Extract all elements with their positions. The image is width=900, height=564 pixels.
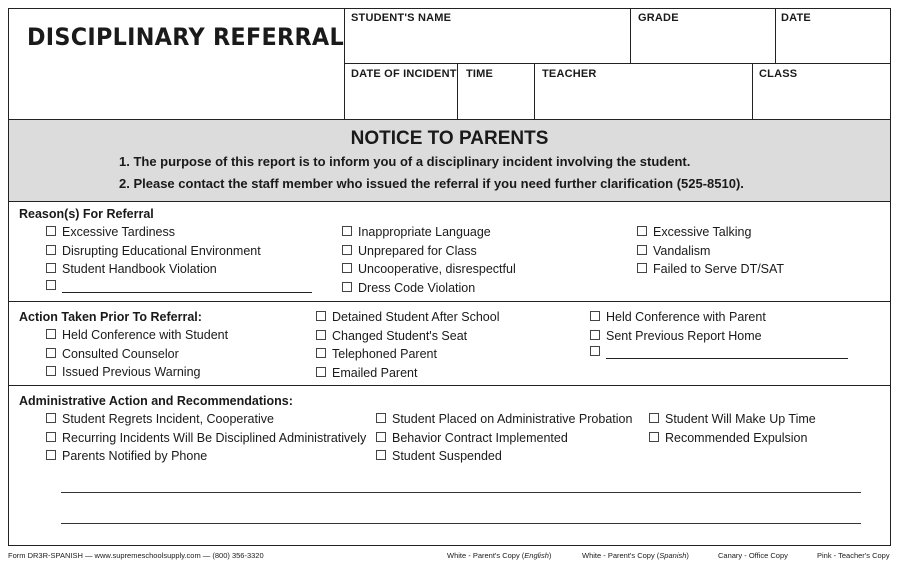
checkbox-icon[interactable] [376,432,386,442]
action-checkbox[interactable]: Held Conference with Student [46,328,228,342]
checkbox-icon[interactable] [649,432,659,442]
action-checkbox[interactable]: Emailed Parent [316,366,417,380]
admin-checkbox[interactable]: Recommended Expulsion [649,431,807,445]
comment-line[interactable] [61,523,861,524]
reason-checkbox[interactable]: Disrupting Educational Environment [46,244,261,258]
divider [344,9,345,119]
checkbox-icon[interactable] [46,329,56,339]
student-name-field[interactable]: STUDENT'S NAME [351,12,452,24]
checkbox-icon[interactable] [649,413,659,423]
checkbox-icon[interactable] [316,311,326,321]
reason-checkbox[interactable]: Inappropriate Language [342,225,491,239]
checkbox-icon[interactable] [316,348,326,358]
checkbox-icon[interactable] [46,366,56,376]
time-field[interactable]: TIME [466,68,494,80]
divider [344,63,890,64]
action-checkbox[interactable]: Sent Previous Report Home [590,329,762,343]
divider [9,301,890,302]
admin-checkbox[interactable]: Student Regrets Incident, Cooperative [46,412,274,426]
reason-checkbox[interactable]: Uncooperative, disrespectful [342,262,516,276]
admin-title: Administrative Action and Recommendations: [19,394,293,408]
admin-checkbox[interactable]: Recurring Incidents Will Be Disciplined Administratively [46,431,366,445]
reason-checkbox[interactable]: Dress Code Violation [342,281,475,295]
other-action-blank[interactable] [606,346,848,359]
admin-checkbox[interactable]: Student Suspended [376,449,502,463]
divider [9,385,890,386]
copy-label-spanish: White - Parent's Copy (Spanish) [582,551,689,560]
divider [630,9,631,64]
notice-title: NOTICE TO PARENTS [350,128,549,149]
other-reason-blank[interactable] [62,280,312,293]
reason-checkbox[interactable]: Student Handbook Violation [46,262,217,276]
class-field[interactable]: CLASS [759,68,798,80]
actions-title: Action Taken Prior To Referral: [19,310,202,324]
date-field[interactable]: DATE [781,12,811,24]
admin-checkbox[interactable]: Student Will Make Up Time [649,412,816,426]
checkbox-icon[interactable] [316,367,326,377]
action-checkbox[interactable]: Detained Student After School [316,310,499,324]
divider [752,64,753,119]
teacher-field[interactable]: TEACHER [542,68,597,80]
grade-field[interactable]: GRADE [638,12,679,24]
action-checkbox[interactable]: Held Conference with Parent [590,310,766,324]
divider [775,9,776,64]
form-info: Form DR3R-SPANISH — www.supremeschoolsupply.com — (800) 356-3320 [8,551,264,560]
checkbox-icon[interactable] [46,432,56,442]
checkbox-icon[interactable] [342,282,352,292]
checkbox-icon[interactable] [46,245,56,255]
checkbox-icon[interactable] [590,330,600,340]
date-of-incident-field[interactable]: DATE OF INCIDENT [351,68,457,80]
checkbox-icon[interactable] [376,413,386,423]
admin-checkbox[interactable]: Parents Notified by Phone [46,449,207,463]
checkbox-icon[interactable] [590,346,600,356]
referral-form [8,8,891,546]
checkbox-icon[interactable] [46,263,56,273]
admin-checkbox[interactable]: Student Placed on Administrative Probation [376,412,632,426]
divider [534,64,535,119]
checkbox-icon[interactable] [342,245,352,255]
checkbox-icon[interactable] [46,450,56,460]
notice-to-parents [9,119,890,202]
action-checkbox[interactable]: Issued Previous Warning [46,365,201,379]
copy-label-teacher: Pink - Teacher's Copy [817,551,890,560]
checkbox-icon[interactable] [637,226,647,236]
reason-checkbox[interactable]: Unprepared for Class [342,244,477,258]
checkbox-icon[interactable] [342,263,352,273]
notice-line-2: 2. Please contact the staff member who issued the referral if you need further clarification (525-8510). [119,176,744,191]
checkbox-icon[interactable] [342,226,352,236]
checkbox-icon[interactable] [590,311,600,321]
reason-checkbox[interactable]: Vandalism [637,244,710,258]
reason-checkbox[interactable]: Excessive Tardiness [46,225,175,239]
action-checkbox[interactable]: Telephoned Parent [316,347,437,361]
form-title: DISCIPLINARY REFERRAL [27,23,344,51]
checkbox-icon[interactable] [316,330,326,340]
copy-label-office: Canary - Office Copy [718,551,788,560]
checkbox-icon[interactable] [376,450,386,460]
reason-other-checkbox[interactable] [46,279,312,293]
action-other-checkbox[interactable] [590,345,848,359]
checkbox-icon[interactable] [637,245,647,255]
divider [457,64,458,119]
checkbox-icon[interactable] [637,263,647,273]
checkbox-icon[interactable] [46,226,56,236]
action-checkbox[interactable]: Changed Student's Seat [316,329,467,343]
checkbox-icon[interactable] [46,280,56,290]
comment-line[interactable] [61,492,861,493]
admin-checkbox[interactable]: Behavior Contract Implemented [376,431,568,445]
checkbox-icon[interactable] [46,348,56,358]
reason-checkbox[interactable]: Excessive Talking [637,225,751,239]
action-checkbox[interactable]: Consulted Counselor [46,347,179,361]
checkbox-icon[interactable] [46,413,56,423]
notice-line-1: 1. The purpose of this report is to inform you of a disciplinary incident involving the student. [119,154,691,169]
reason-checkbox[interactable]: Failed to Serve DT/SAT [637,262,784,276]
reasons-title: Reason(s) For Referral [19,207,154,221]
copy-label-english: White - Parent's Copy (English) [447,551,552,560]
